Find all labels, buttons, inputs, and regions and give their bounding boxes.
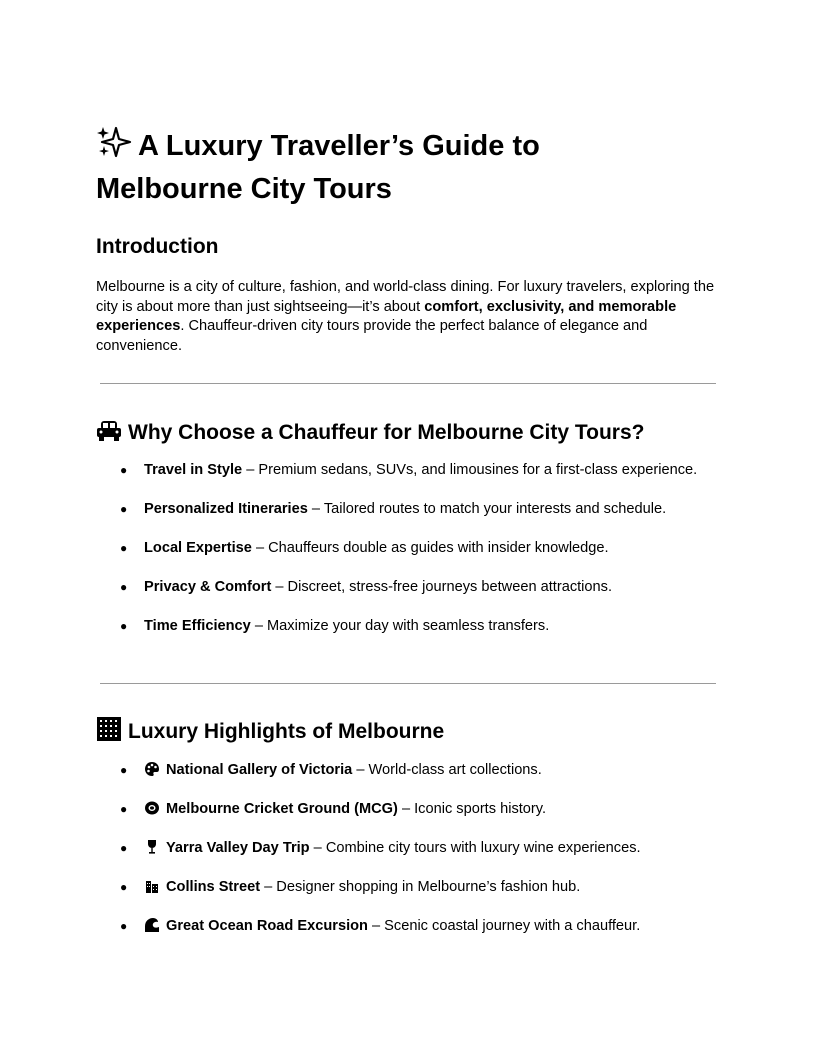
divider-2 <box>100 683 716 684</box>
intro-heading: Introduction <box>96 235 219 258</box>
list-item: ● Yarra Valley Day Trip – Combine city tours with luxury wine experiences. <box>96 838 720 858</box>
shopping-icon <box>144 878 160 900</box>
highlights-list <box>96 760 720 955</box>
intro-bold-text: comfort, exclusivity, and memorable experiences <box>96 298 677 335</box>
list-item: ● Travel in Style – Premium sedans, SUVs, and limousines for a first-class experience. <box>120 462 698 478</box>
wine-glass-icon <box>144 839 160 861</box>
title-line-1: A Luxury Traveller’s Guide to <box>96 126 720 169</box>
stadium-icon <box>144 800 160 822</box>
title-line-2: Melbourne City Tours <box>96 173 392 205</box>
intro-paragraph: Melbourne is a city of culture, fashion, and world-class dining. For luxury travelers, exploring the city is about more than just sightseeing—it’s about comfort, exclusivity, and memorable experiences. Chauffeur-driven city tours provide the perfect balance of elegance and convenience. <box>96 279 715 354</box>
list-item: ● Local Expertise – Chauffeurs double as guides with insider knowledge. <box>120 540 609 556</box>
divider-1 <box>100 383 716 384</box>
car-icon <box>96 417 122 450</box>
highlights-heading: Luxury Highlights of Melbourne <box>96 716 444 749</box>
wave-icon <box>144 917 160 939</box>
list-item: ● Collins Street – Designer shopping in Melbourne’s fashion hub. <box>96 877 720 897</box>
cityscape-icon <box>96 716 122 749</box>
why-heading: Why Choose a Chauffeur for Melbourne City Tours? <box>96 417 644 450</box>
list-item: ● Time Efficiency – Maximize your day with seamless transfers. <box>120 618 550 634</box>
list-item: ● Melbourne Cricket Ground (MCG) – Iconic sports history. <box>96 799 720 819</box>
list-item: ● National Gallery of Victoria – World-class art collections. <box>96 760 720 780</box>
sparkles-icon <box>96 126 132 169</box>
document-title <box>96 126 720 209</box>
list-item: ● Privacy & Comfort – Discreet, stress-free journeys between attractions. <box>120 579 612 595</box>
art-palette-icon <box>144 761 160 783</box>
list-item: ● Great Ocean Road Excursion – Scenic coastal journey with a chauffeur. <box>96 916 720 936</box>
list-item: ● Personalized Itineraries – Tailored routes to match your interests and schedule. <box>120 501 667 517</box>
why-list <box>96 460 720 655</box>
